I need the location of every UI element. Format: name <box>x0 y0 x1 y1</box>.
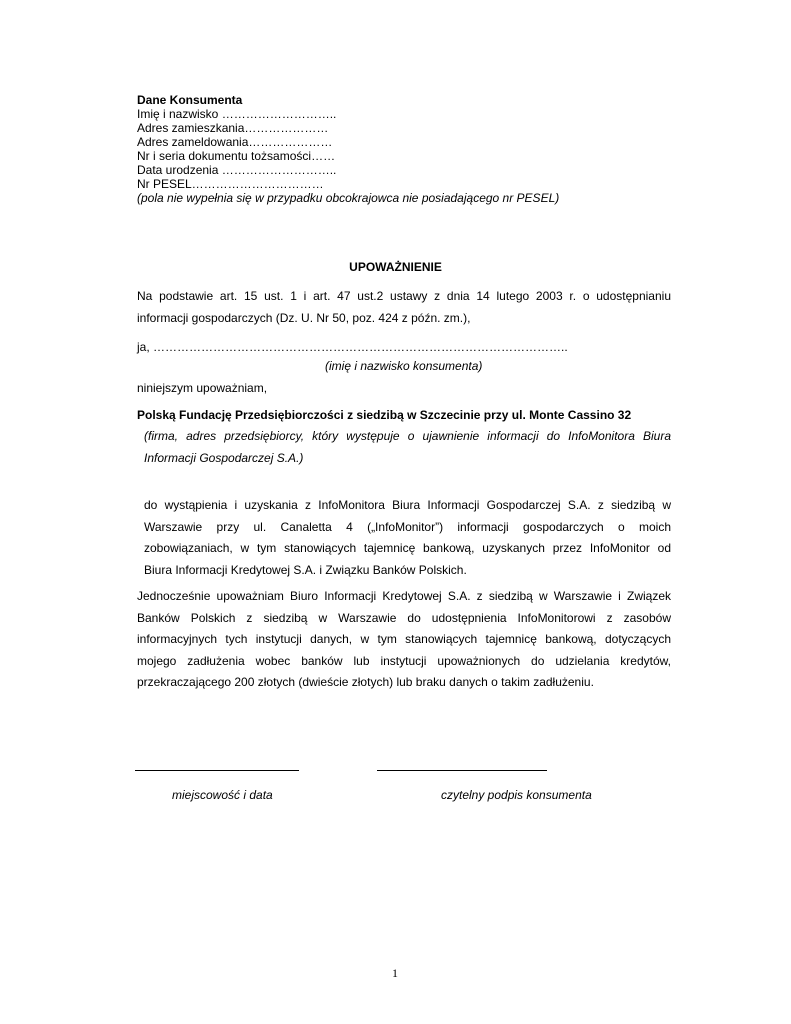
authorized-entity: Polską Fundację Przedsiębiorczości z siedzibą w Szczecinie przy ul. Monte Cassino 32 <box>137 408 632 422</box>
paragraph-1-line: Biura Informacji Kredytowej S.A. i Związku Banków Polskich. <box>144 562 467 577</box>
consumer-data-heading: Dane Konsumenta <box>137 93 243 107</box>
signature-line <box>377 770 547 771</box>
authorization-paragraph-1 <box>144 495 671 581</box>
authorize-text: niniejszym upoważniam, <box>137 381 268 395</box>
field-registered-address: Adres zameldowania………………… <box>137 135 333 149</box>
entity-caption-line: (firma, adres przedsiębiorcy, który występuje o ujawnienie informacji do InfoMonitora Biura <box>144 429 671 443</box>
paragraph-2-line: Jednocześnie upoważniam Biuro Informacji Kredytowej S.A. z siedzibą w Warszawie i Związek <box>137 589 671 603</box>
consumer-name-line: ja, ………………………………………………………………………………………….. <box>137 340 568 354</box>
paragraph-2-line: mojego zadłużenia wobec banków lub instytucji upoważnionych do udzielania kredytów, <box>137 653 671 668</box>
pesel-note: (pola nie wypełnia się w przypadku obcokrajowca nie posiadającego nr PESEL) <box>137 191 560 205</box>
legal-basis-paragraph <box>137 286 671 329</box>
field-pesel: Nr PESEL…………………………… <box>137 177 324 191</box>
paragraph-2-line: przekraczającego 200 złotych (dwieście złotych) lub braku danych o takim zadłużeniu. <box>137 675 594 689</box>
paragraph-1-line: Warszawie przy ul. Canaletta 4 („InfoMonitor”) informacji gospodarczych o moich <box>144 519 671 534</box>
legal-basis-line: Na podstawie art. 15 ust. 1 i art. 47 ust.2 ustawy z dnia 14 lutego 2003 r. o udostępnianiu <box>137 289 671 303</box>
page-number: 1 <box>392 966 398 980</box>
consumer-name-caption: (imię i nazwisko konsumenta) <box>325 359 483 373</box>
place-date-line <box>135 770 299 771</box>
authorization-paragraph-2 <box>137 586 671 694</box>
paragraph-1-line: zobowiązaniach, w tym stanowiących tajemnicę bankową, uzyskanych przez InfoMonitor od <box>144 541 671 555</box>
paragraph-2-line: Banków Polskich z siedzibą w Warszawie do udostępnienia InfoMonitorowi z zasobów <box>137 610 671 625</box>
field-residence-address: Adres zamieszkania………………… <box>137 121 329 135</box>
paragraph-2-line: informacyjnych tych instytucji danych, w tym stanowiących tajemnicę bankową, dotyczących <box>137 632 671 646</box>
entity-caption <box>144 426 671 469</box>
field-full-name: Imię i nazwisko ……………………….. <box>137 107 337 121</box>
document-title: UPOWAŻNIENIE <box>349 260 442 274</box>
legal-basis-line: informacji gospodarczych (Dz. U. Nr 50, poz. 424 z późn. zm.), <box>137 310 471 325</box>
field-id-document: Nr i seria dokumentu tożsamości…… <box>137 149 336 163</box>
place-date-caption: miejscowość i data <box>172 788 273 802</box>
signature-caption: czytelny podpis konsumenta <box>441 788 592 802</box>
entity-caption-line: Informacji Gospodarczej S.A.) <box>144 450 304 465</box>
field-birth-date: Data urodzenia ……………………….. <box>137 163 337 177</box>
paragraph-1-line: do wystąpienia i uzyskania z InfoMonitora Biura Informacji Gospodarczej S.A. z siedzibą w <box>144 498 671 512</box>
